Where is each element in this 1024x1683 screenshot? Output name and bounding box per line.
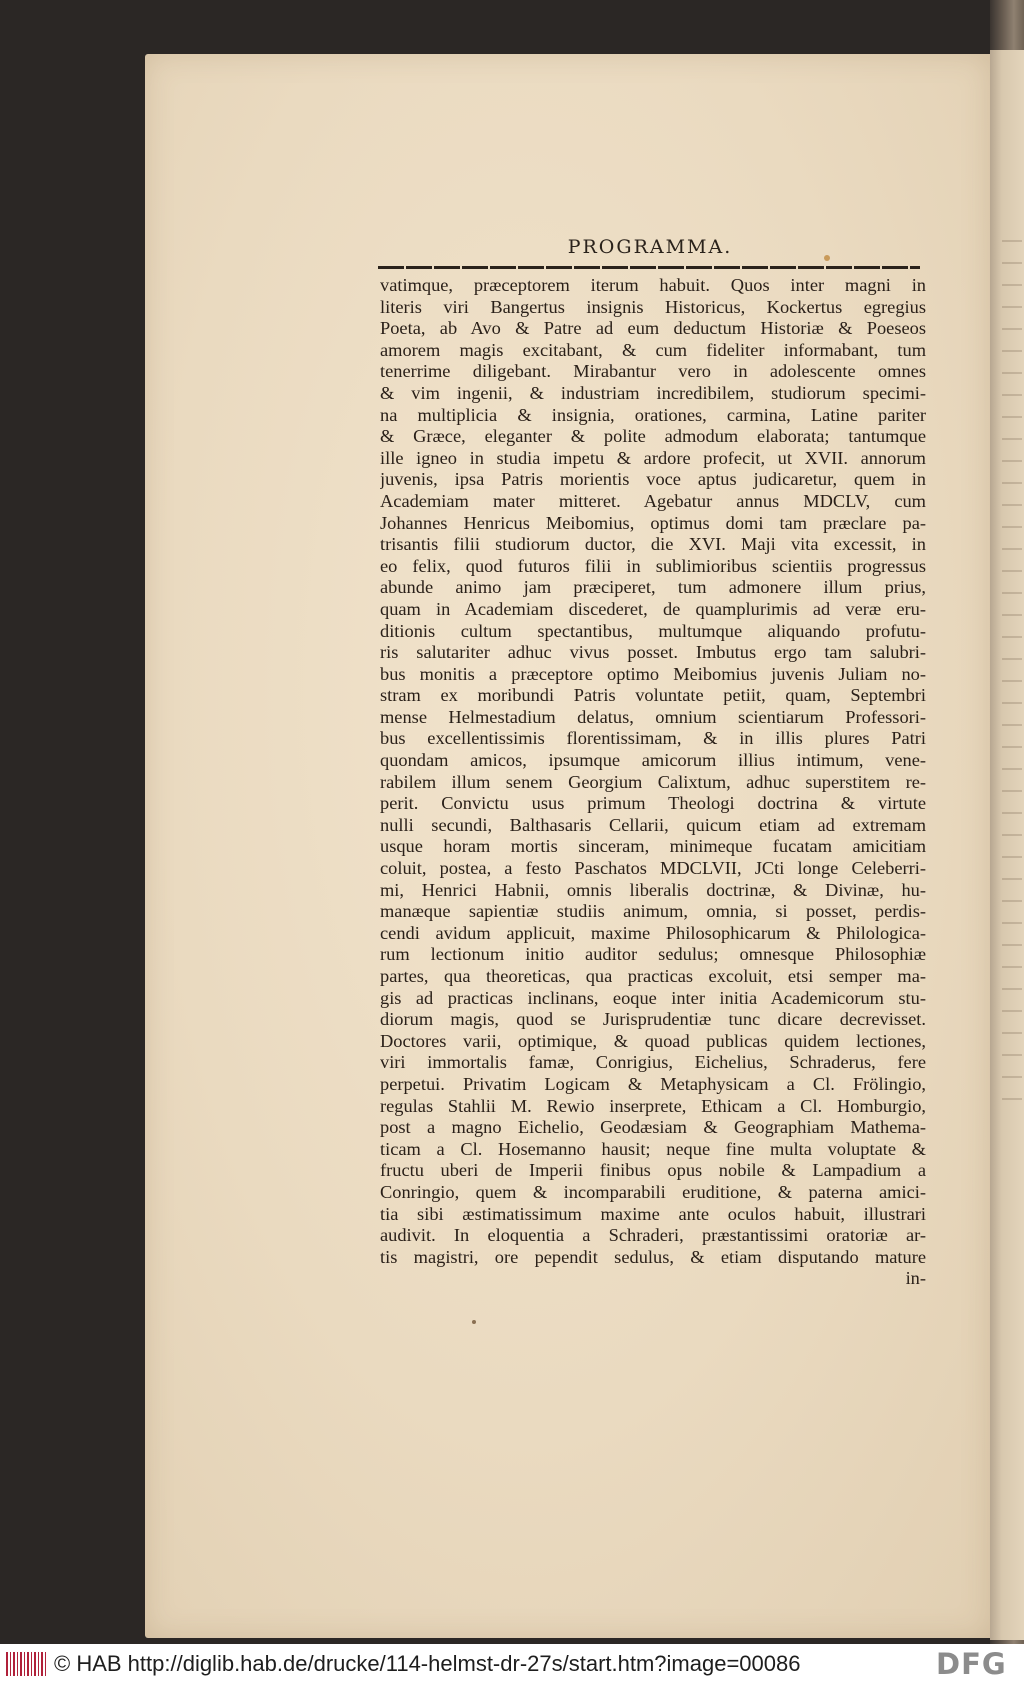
text-line: mi, Henrici Habnii, omnis liberalis doctrinæ, & Divinæ, hu-: [380, 879, 926, 900]
text-line: literis viri Bangertus insignis Historicus, Kockertus egregius: [380, 296, 926, 317]
text-line: nulli secundi, Balthasaris Cellarii, quicum etiam ad extremam: [380, 814, 926, 835]
text-line: bus excellentissimis florentissimam, & in illis plures Patri: [380, 728, 926, 749]
text-line: cendi avidum applicuit, maxime Philosophicarum & Philologica-: [380, 922, 926, 943]
text-line: viri immortalis famæ, Conrigius, Eichelius, Schraderus, fere: [380, 1052, 926, 1073]
text-line: ris salutariter adhuc vivus posset. Imbutus ergo tam salubri-: [380, 642, 926, 663]
text-line: quondam amicos, ipsumque amicorum illius intimum, vene-: [380, 750, 926, 771]
text-line: perpetui. Privatim Logicam & Metaphysicam a Cl. Frölingio,: [380, 1073, 926, 1094]
barcode-icon: [6, 1652, 46, 1676]
text-line: in-: [905, 1268, 926, 1289]
text-line: quam in Academiam discederet, de quamplurimis ad veræ eru-: [380, 598, 926, 619]
text-line: Poeta, ab Avo & Patre ad eum deductum Historiæ & Poeseos: [380, 318, 926, 339]
ink-speck: [824, 255, 830, 261]
text-line: vatimque, præceptorem iterum habuit. Quos inter magni in: [380, 275, 926, 295]
text-line: ticam a Cl. Hosemanno hausit; neque fine multa voluptate &: [380, 1138, 926, 1159]
page-body-text: [380, 275, 926, 1290]
text-line: juvenis, ipsa Patris morientis voce aptus judicaretur, quem in: [380, 469, 926, 490]
text-line: gis ad practicas inclinans, eoque inter initia Academicorum stu-: [380, 987, 926, 1008]
text-line: ille igneo in studia impetu & ardore profecit, ut XVII. annorum: [380, 447, 926, 468]
text-line: Doctores varii, optimique, & quoad publicas quidem lectiones,: [380, 1030, 926, 1051]
text-line: trisantis filii studiorum ductor, die XVI. Maji vita excessit, in: [380, 534, 926, 555]
text-line: bus monitis a præceptore optimo Meibomius juvenis Juliam no-: [380, 663, 926, 684]
text-line: Johannes Henricus Meibomius, optimus domi tam præclare pa-: [380, 512, 926, 533]
text-line: manæque sapientiæ studiis animum, omnia, si posset, perdis-: [380, 901, 926, 922]
text-line: ditionis cultum spectantibus, multumque aliquando profutu-: [380, 620, 926, 641]
ink-speck: [472, 1320, 476, 1324]
text-line: Conringio, quem & incomparabili eruditione, & paterna amici-: [380, 1181, 926, 1202]
text-line: & Græce, eleganter & polite admodum elaborata; tantumque: [380, 426, 926, 447]
running-head: PROGRAMMA.: [567, 236, 733, 258]
header-rule: [378, 266, 920, 269]
text-line: rum lectionum initio auditor sedulus; omnesque Philosophiæ: [380, 944, 926, 965]
text-line: audivit. In eloquentia a Schraderi, præstantissimi oratoriæ ar-: [380, 1225, 926, 1246]
text-line: perit. Convictu usus primum Theologi doctrina & virtute: [380, 793, 926, 814]
copyright-url-text[interactable]: © HAB http://diglib.hab.de/drucke/114-helmst-dr-27s/start.htm?image=00086: [54, 1651, 801, 1676]
text-line: amorem magis excitabant, & cum fideliter informabant, tum: [380, 339, 926, 360]
text-line: diorum magis, quod se Jurisprudentiæ tunc dicare decrevisset.: [380, 1009, 926, 1030]
text-line: tia sibi æstimatissimum maxime ante oculos habuit, illustrari: [380, 1203, 926, 1224]
text-line: rabilem illum senem Georgium Calixtum, adhuc superstitem re-: [380, 771, 926, 792]
text-line: usque horam mortis sinceram, minimeque fucatam amicitiam: [380, 836, 926, 857]
text-line: partes, qua theoreticas, qua practicas excoluit, etsi semper ma-: [380, 966, 926, 986]
text-line: post a magno Eichelio, Geodæsiam & Geographiam Mathema-: [380, 1117, 926, 1138]
text-line: tenerrime diligebant. Mirabantur vero in adolescente omnes: [380, 361, 926, 382]
text-line: mense Helmestadium delatus, omnium scientiarum Professori-: [380, 706, 926, 727]
text-line: stram ex moribundi Patris voluntate petiit, quam, Septembri: [380, 685, 926, 706]
dfg-logo: DFG: [936, 1647, 1007, 1681]
text-line: abunde animo jam præciperet, tum admonere illum prius,: [380, 577, 926, 598]
text-line: Academiam mater mitteret. Agebatur annus MDCLV, cum: [380, 490, 926, 511]
text-line: eo felix, quod futuros filii in sublimioribus scientiis progressus: [380, 555, 926, 576]
text-line: & vim ingenii, & industriam incredibilem, studiorum specimi-: [380, 382, 926, 403]
viewer-footer: [0, 1644, 1024, 1683]
text-line: regulas Stahlii M. Rewio inserprete, Ethicam a Cl. Homburgio,: [380, 1095, 926, 1116]
text-line: tis magistri, ore pependit sedulus, & etiam disputando mature: [380, 1246, 926, 1267]
adjacent-page-text-bleed: [1002, 240, 1022, 1100]
text-line: na multiplicia & insignia, orationes, carmina, Latine pariter: [380, 404, 926, 425]
text-line: fructu uberi de Imperii finibus opus nobile & Lampadium a: [380, 1160, 926, 1181]
text-line: coluit, postea, a festo Paschatos MDCLVII, JCti longe Celeberri-: [380, 858, 926, 879]
